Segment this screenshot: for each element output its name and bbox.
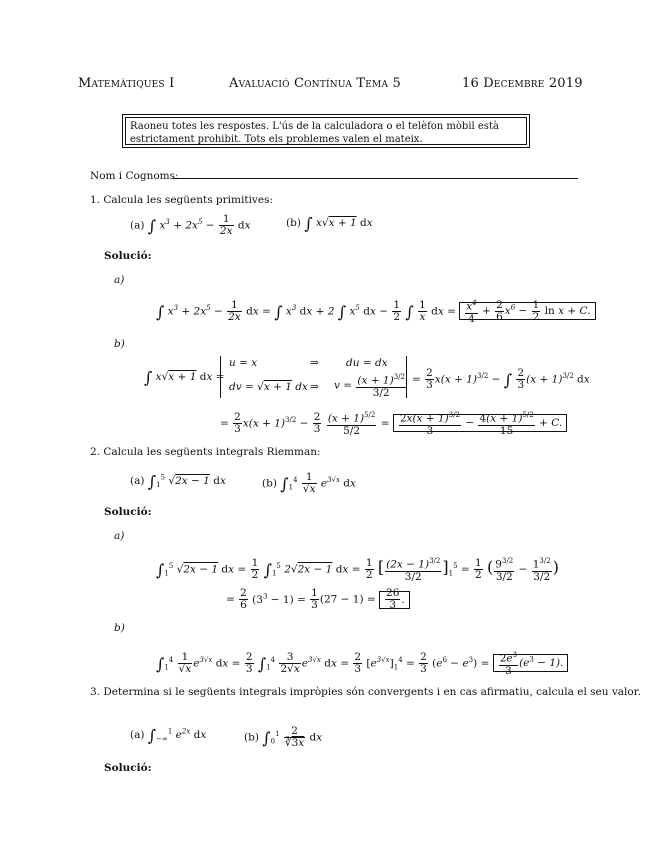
solution-2b-label: b) [114,622,125,634]
solution-2a-line1: $\int_1^5$ √2x − 1 dx = $\frac{1}{2}$ $\int_1^5$ 2√2x − 1 dx = $\frac{1}{2}$ [ $\frac{(2x - 1)^{3/2}}{3/2}$ ]$_1^5$ = $\frac{1}{2}$ ( $\frac{9^{3/2}}{3/2}$ − $\frac{1^{3/2}}{3/2}$ ) [156,556,559,583]
substitution-bar-right [406,356,407,398]
problem-statement: Determina si le següents integrals impròpies són convergents i en cas afirmatiu, calcula el seu valor. [103,686,641,698]
substitution-du: du = dx [346,357,388,369]
solution-1b-label: b) [114,338,125,350]
solution-label-3: Solució: [104,762,152,774]
substitution-bar-left [220,356,221,398]
answer-box-1a: $\frac{x^4}{4}$ + $\frac{2}{6}$ $x^6$ − $\frac{1}{2}$ ln x + C. [459,302,595,320]
problem-1 [90,194,273,206]
solution-1a-equation: ∫ $x^3 + 2x^5$ − $\frac{1}{2x}$ dx = ∫ $x^3$ dx + 2 ∫ $x^5$ dx − $\frac{1}{2}$ ∫ $\frac{1}{x}$ dx = $\frac{x^4}{4}$ + $\frac{2}{6}$ $x^6$ − $\frac{1}{2}$ ln x + C. [156,298,596,325]
solution-1b-rhs: = $\frac{2}{3}$ $x(x + 1)^{3/2}$ − ∫ $\frac{2}{3}$ $(x + 1)^{3/2}$ dx [412,367,590,391]
problem-2 [90,446,321,458]
instructions-text: Raoneu totes les respostes. L'ús de la calculadora o el telèfon mòbil està estrictament prohibit. Tots els problemes valen el mateix. [125,117,527,145]
problem-1-part-a: (a) ∫ $x^3 + 2x^5$ − $\frac{1}{2x}$ dx [130,213,251,237]
answer-box-2b: $\frac{2e^3}{3}$ $(e^3 - 1)$. [493,654,569,672]
solution-1b-lhs: ∫ x√x + 1 dx = [144,368,225,387]
instructions-box [122,114,530,148]
answer-box-1b: $\frac{2x(x + 1)^{3/2}}{3}$ − $\frac{4(x + 1)^{5/2}}{15}$ + C. [393,414,567,432]
solution-label-1: Solució: [104,250,152,262]
part-label: (a) [130,729,145,741]
answer-box-2a: $\frac{26}{3}$ . [379,591,410,609]
problem-1-part-b: (b) ∫ x√x + 1 dx [286,214,373,233]
solution-label-2: Solució: [104,506,152,518]
problem-number: 1. [90,194,101,206]
solution-2a-label: a) [114,530,125,542]
problem-2-part-b: (b) $\int_1^4$ $\frac{1}{√x}$ $e^{3√x}$ dx [262,471,356,495]
problem-3-part-b: (b) $\int_0^1$ $\frac{2}{∛3x}$ dx [244,725,323,749]
course-name: Matemàtiques I [78,76,175,91]
substitution-dv: dv = √x + 1 dx [229,381,308,393]
problem-3-part-a: (a) $\int_{-\infty}^1$ $e^{2x}$ dx [130,726,207,745]
problem-number: 2. [90,446,101,458]
substitution-v: v = $\frac{(x + 1)^{3/2}}{3/2}$ [334,373,405,399]
problem-2-part-a: (a) $\int_1^5$ √2x − 1 dx [130,472,226,491]
name-input-line[interactable] [172,178,578,179]
substitution-u: u = x [229,357,258,369]
part-label: (a) [130,219,145,232]
problem-3 [90,686,641,698]
part-label: (b) [262,477,277,490]
exam-title: Avaluació Contínua Tema 5 [229,76,401,91]
solution-1b-line2: = $\frac{2}{3}$ $x(x + 1)^{3/2}$ − $\frac{2}{3}$ $\frac{(x + 1)^{5/2}}{5/2}$ = $\frac{2x(x + 1)^{3/2}}{3}$ − $\frac{4(x + 1)^{5/2}}{15}$ + C. [220,410,567,437]
problem-statement: Calcula les següents primitives: [103,194,273,206]
substitution-arrow-2: ⇒ [310,381,319,393]
part-label: (b) [286,217,301,229]
problem-statement: Calcula les següents integrals Riemman: [103,446,321,458]
solution-2b-equation: $\int_1^4$ $\frac{1}{√x}$ $e^{3√x}$ dx = $\frac{2}{3}$ $\int_1^4$ $\frac{3}{2√x}$ $e^{3√x}$ dx = $\frac{2}{3}$ $[e^{3√x}]_1^4$ = $\frac{2}{3}$ $(e^6 - e^3)$ = $\frac{2e^3}{3}$ $(e^3 - 1)$. [156,650,568,677]
exam-date: 16 Decembre 2019 [462,76,583,91]
problem-number: 3. [90,686,101,698]
part-label: (a) [130,475,145,487]
name-label: Nom i Cognoms: [90,170,179,182]
solution-2a-line2: = $\frac{2}{6}$ $(3^3 - 1)$ = $\frac{1}{3}$ (27 − 1) = $\frac{26}{3}$ . [226,588,410,611]
part-label: (b) [244,731,259,744]
solution-1a-label: a) [114,274,125,286]
substitution-arrow-1: ⇒ [310,357,319,369]
